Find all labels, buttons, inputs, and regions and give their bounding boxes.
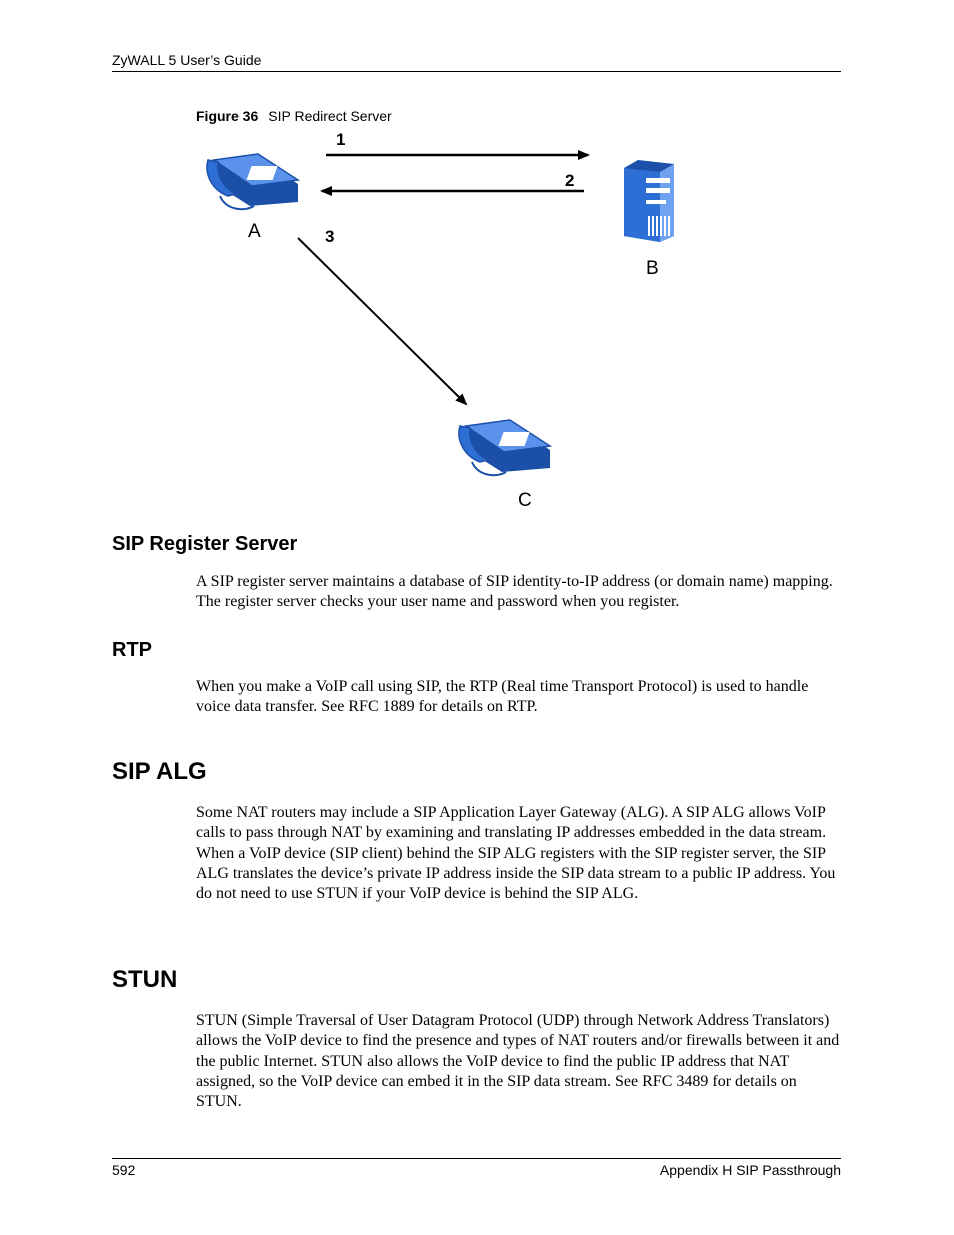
node-a-label: A bbox=[248, 221, 261, 242]
arrow-step-3 bbox=[298, 238, 466, 404]
paragraph-sip-register-server: A SIP register server maintains a database of SIP identity-to-IP address (or domain name) mapping. The register server checks your user name and password when you register. bbox=[196, 573, 833, 611]
step-1-label: 1 bbox=[336, 130, 346, 149]
heading-sip-register-server: SIP Register Server bbox=[112, 533, 298, 555]
heading-sip-alg: SIP ALG bbox=[112, 758, 207, 785]
node-b-label: B bbox=[646, 258, 659, 279]
heading-stun: STUN bbox=[112, 966, 178, 993]
server-tower-icon bbox=[624, 160, 674, 242]
page-number: 592 bbox=[112, 1162, 136, 1178]
figure-title: SIP Redirect Server bbox=[268, 108, 392, 124]
footer-section-title: Appendix H SIP Passthrough bbox=[659, 1162, 841, 1178]
footer-rule bbox=[112, 1158, 841, 1159]
desk-phone-icon bbox=[207, 154, 298, 209]
paragraph-stun: STUN (Simple Traversal of User Datagram Protocol (UDP) through Network Address Translators) allows the VoIP device to find the presence and types of NAT routers and/or firewalls between it and the public Internet. STUN also allows the VoIP device to find the public IP address that NAT assigned, so the VoIP device can embed it in the SIP data stream. See RFC 3489 for details on STUN. bbox=[196, 1012, 840, 1111]
step-3-label: 3 bbox=[325, 227, 335, 246]
figure-label: Figure 36 bbox=[196, 108, 259, 124]
paragraph-sip-alg: Some NAT routers may include a SIP Application Layer Gateway (ALG). A SIP ALG allows VoIP calls to pass through NAT by examining and translating IP addresses embedded in the data stream. When a VoIP device (SIP client) behind the SIP ALG registers with the SIP register server, the SIP ALG translates the device’s private IP address inside the SIP data stream to a public IP address. You do not need to use STUN if your VoIP device is behind the SIP ALG. bbox=[196, 804, 836, 903]
node-c-label: C bbox=[518, 490, 532, 510]
sip-redirect-diagram bbox=[196, 130, 680, 510]
header-rule bbox=[112, 71, 841, 72]
running-header: ZyWALL 5 User’s Guide bbox=[112, 52, 262, 68]
step-2-label: 2 bbox=[565, 171, 575, 190]
paragraph-rtp: When you make a VoIP call using SIP, the RTP (Real time Transport Protocol) is used to handle voice data transfer. See RFC 1889 for details on RTP. bbox=[196, 678, 809, 716]
heading-rtp: RTP bbox=[112, 639, 152, 661]
figure-caption bbox=[196, 108, 392, 124]
desk-phone-icon bbox=[459, 420, 550, 475]
